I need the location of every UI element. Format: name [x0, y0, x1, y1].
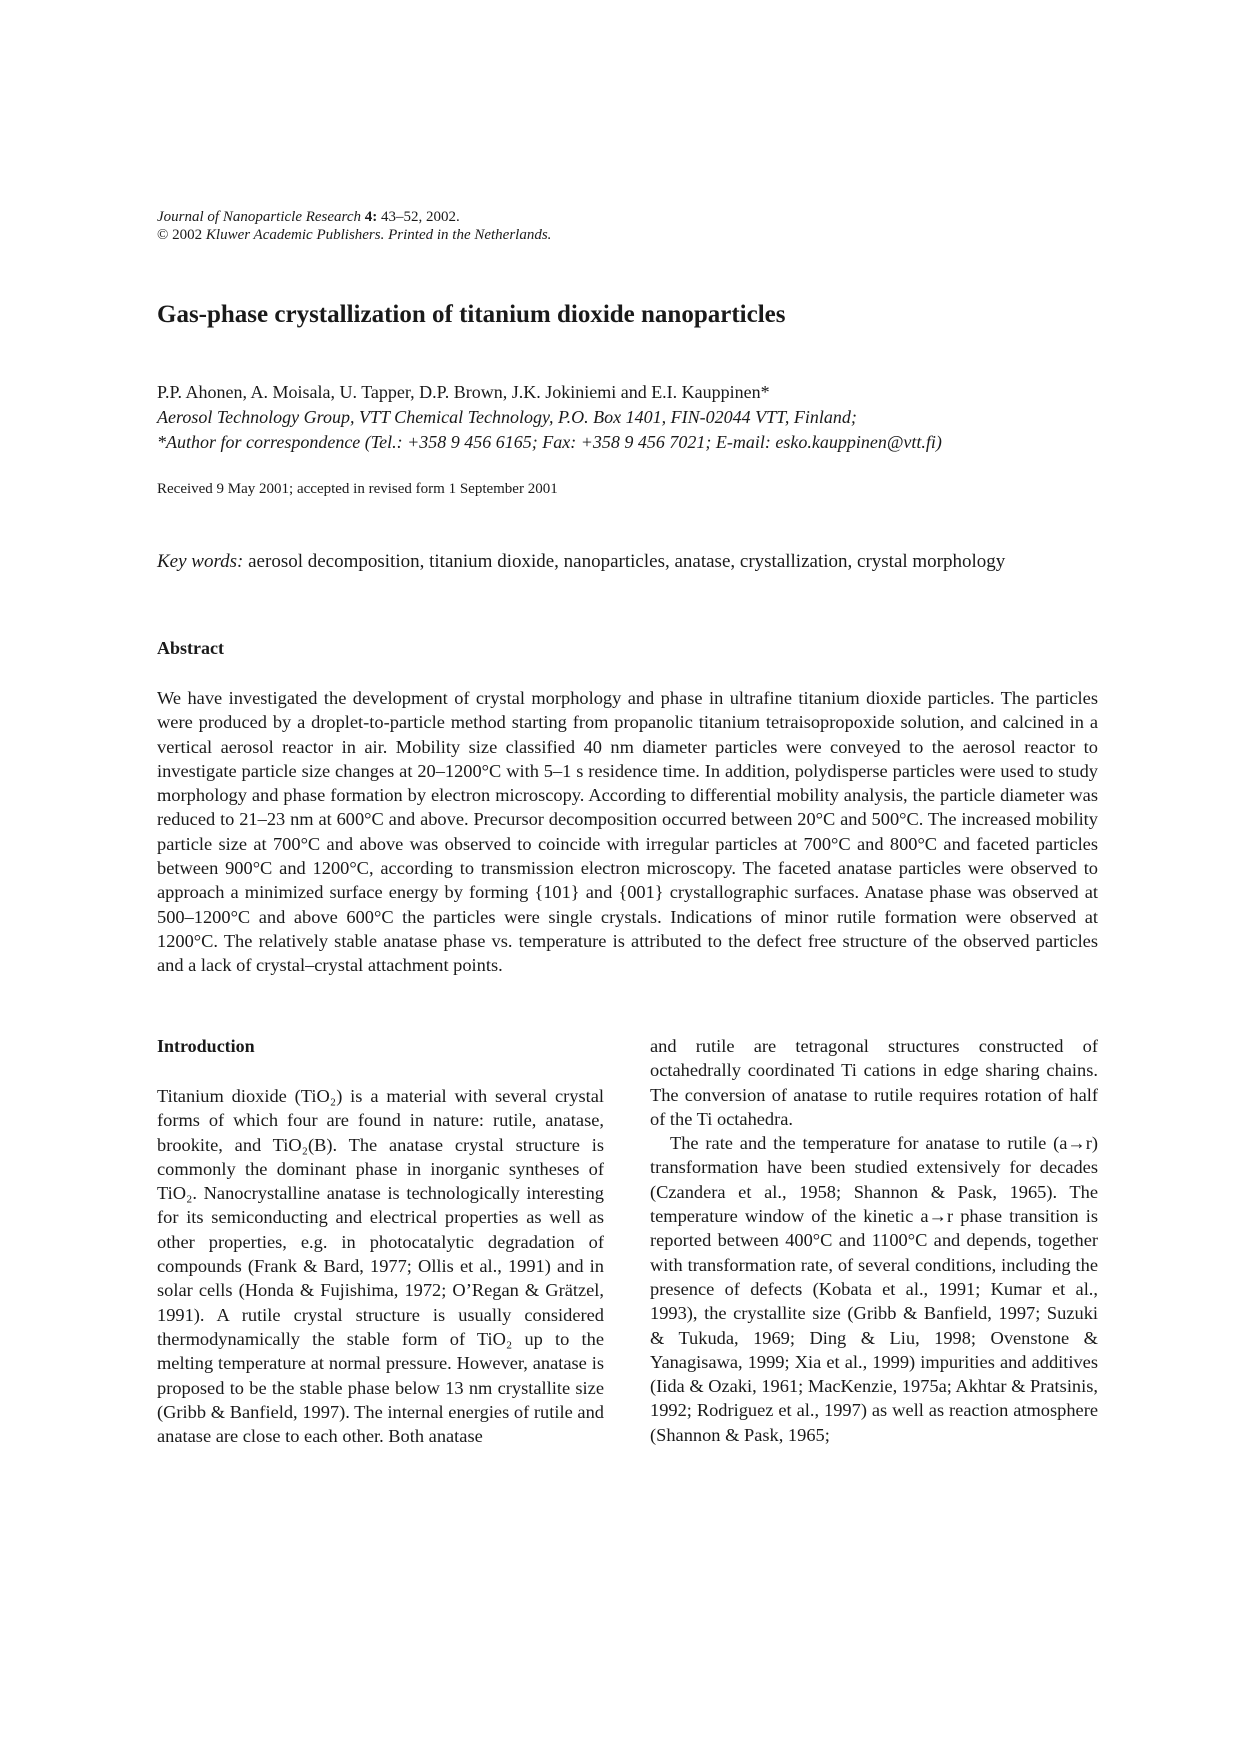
- journal-line: [157, 208, 551, 226]
- correspondence: *Author for correspondence (Tel.: +358 9 456 6165; Fax: +358 9 456 7021; E-mail: esko.kauppinen@vtt.fi): [157, 432, 942, 452]
- copyright-year: © 2002: [157, 227, 206, 243]
- affiliation: Aerosol Technology Group, VTT Chemical Technology, P.O. Box 1401, FIN-02044 VTT, Finland;: [157, 407, 857, 427]
- publisher: Kluwer Academic Publishers. Printed in the Netherlands.: [205, 227, 552, 243]
- right-column: [650, 1034, 1098, 1447]
- introduction-heading: Introduction: [157, 1036, 255, 1056]
- keywords: [157, 550, 1005, 574]
- journal-pages-year: 43–52, 2002.: [377, 209, 460, 225]
- left-column: [157, 1034, 604, 1448]
- journal-name: Journal of Nanoparticle Research: [157, 209, 361, 225]
- journal-volume: 4:: [364, 209, 378, 225]
- abstract-heading: Abstract: [157, 638, 224, 658]
- journal-citation: [157, 208, 551, 244]
- copyright-line: [157, 226, 551, 244]
- paper-title: Gas-phase crystallization of titanium dioxide nanoparticles: [157, 301, 786, 328]
- intro-paragraph-1: Titanium dioxide (TiO₂) is a material with several crystal forms of which four are found in nature: rutile, anatase, brookite, and TiO₂(B). The anatase crystal structure is commonly the dominant phase in inorganic syntheses of TiO₂. Nanocrystalline anatase is technologically interesting for its semiconducting and electrical properties as well as other properties, e.g. in photocatalytic degradation of compounds (Frank & Bard, 1977; Ollis et al., 1991) and in solar cells (Honda & Fujishima, 1972; O’Regan & Grätzel, 1991). A rutile crystal structure is usually considered thermodynamically the stable form of TiO₂ up to the melting temperature at normal pressure. However, anatase is proposed to be the stable phase below 13 nm crystallite size (Gribb & Banfield, 1997). The internal energies of rutile and anatase are close to each other. Both anatase: [157, 1086, 604, 1447]
- keywords-text: aerosol decomposition, titanium dioxide, nanoparticles, anatase, crystallization, crystal morphology: [243, 551, 1006, 572]
- intro-paragraph-continued: and rutile are tetragonal structures constructed of octahedrally coordinated Ti cations in edge sharing chains. The conversion of anatase to rutile requires rotation of half of the Ti octahedra.: [650, 1036, 1098, 1129]
- author-list: P.P. Ahonen, A. Moisala, U. Tapper, D.P. Brown, J.K. Jokiniemi and E.I. Kauppinen*: [157, 382, 770, 402]
- keywords-label: Key words:: [157, 551, 244, 572]
- abstract-text: We have investigated the development of crystal morphology and phase in ultrafine titanium dioxide particles. The particles were produced by a droplet-to-particle method starting from propanolic titanium tetraisopropoxide solution, and calcined in a vertical aerosol reactor in air. Mobility size classified 40 nm diameter particles were conveyed to the aerosol reactor to investigate particle size changes at 20–1200°C with 5–1 s residence time. In addition, polydisperse particles were used to study morphology and phase formation by electron microscopy. According to differential mobility analysis, the particle diameter was reduced to 21–23 nm at 600°C and above. Precursor decomposition occurred between 20°C and 500°C. The increased mobility particle size at 700°C and above was observed to coincide with irregular particles at 700°C and 800°C and faceted particles between 900°C and 1200°C, according to transmission electron microscopy. The faceted anatase particles were observed to approach a minimized surface energy by forming {101} and {001} crystallographic surfaces. Anatase phase was observed at 500–1200°C and above 600°C the particles were single crystals. Indications of minor rutile formation were observed at 1200°C. The relatively stable anatase phase vs. temperature is attributed to the defect free structure of the observed particles and a lack of crystal–crystal attachment points.: [157, 688, 1098, 976]
- received-dates: Received 9 May 2001; accepted in revised form 1 September 2001: [157, 481, 558, 497]
- intro-paragraph-2: The rate and the temperature for anatase to rutile (a→r) transformation have been studied extensively for decades (Czandera et al., 1958; Shannon & Pask, 1965). The temperature window of the kinetic a→r phase transition is reported between 400°C and 1100°C and depends, together with transformation rate, of several conditions, including the presence of defects (Kobata et al., 1991; Kumar et al., 1993), the crystallite size (Gribb & Banfield, 1997; Suzuki & Tukuda, 1969; Ding & Liu, 1998; Ovenstone & Yanagisawa, 1999; Xia et al., 1999) impurities and additives (Iida & Ozaki, 1961; MacKenzie, 1975a; Akhtar & Pratsinis, 1992; Rodriguez et al., 1997) as well as reaction atmosphere (Shannon & Pask, 1965;: [650, 1133, 1098, 1445]
